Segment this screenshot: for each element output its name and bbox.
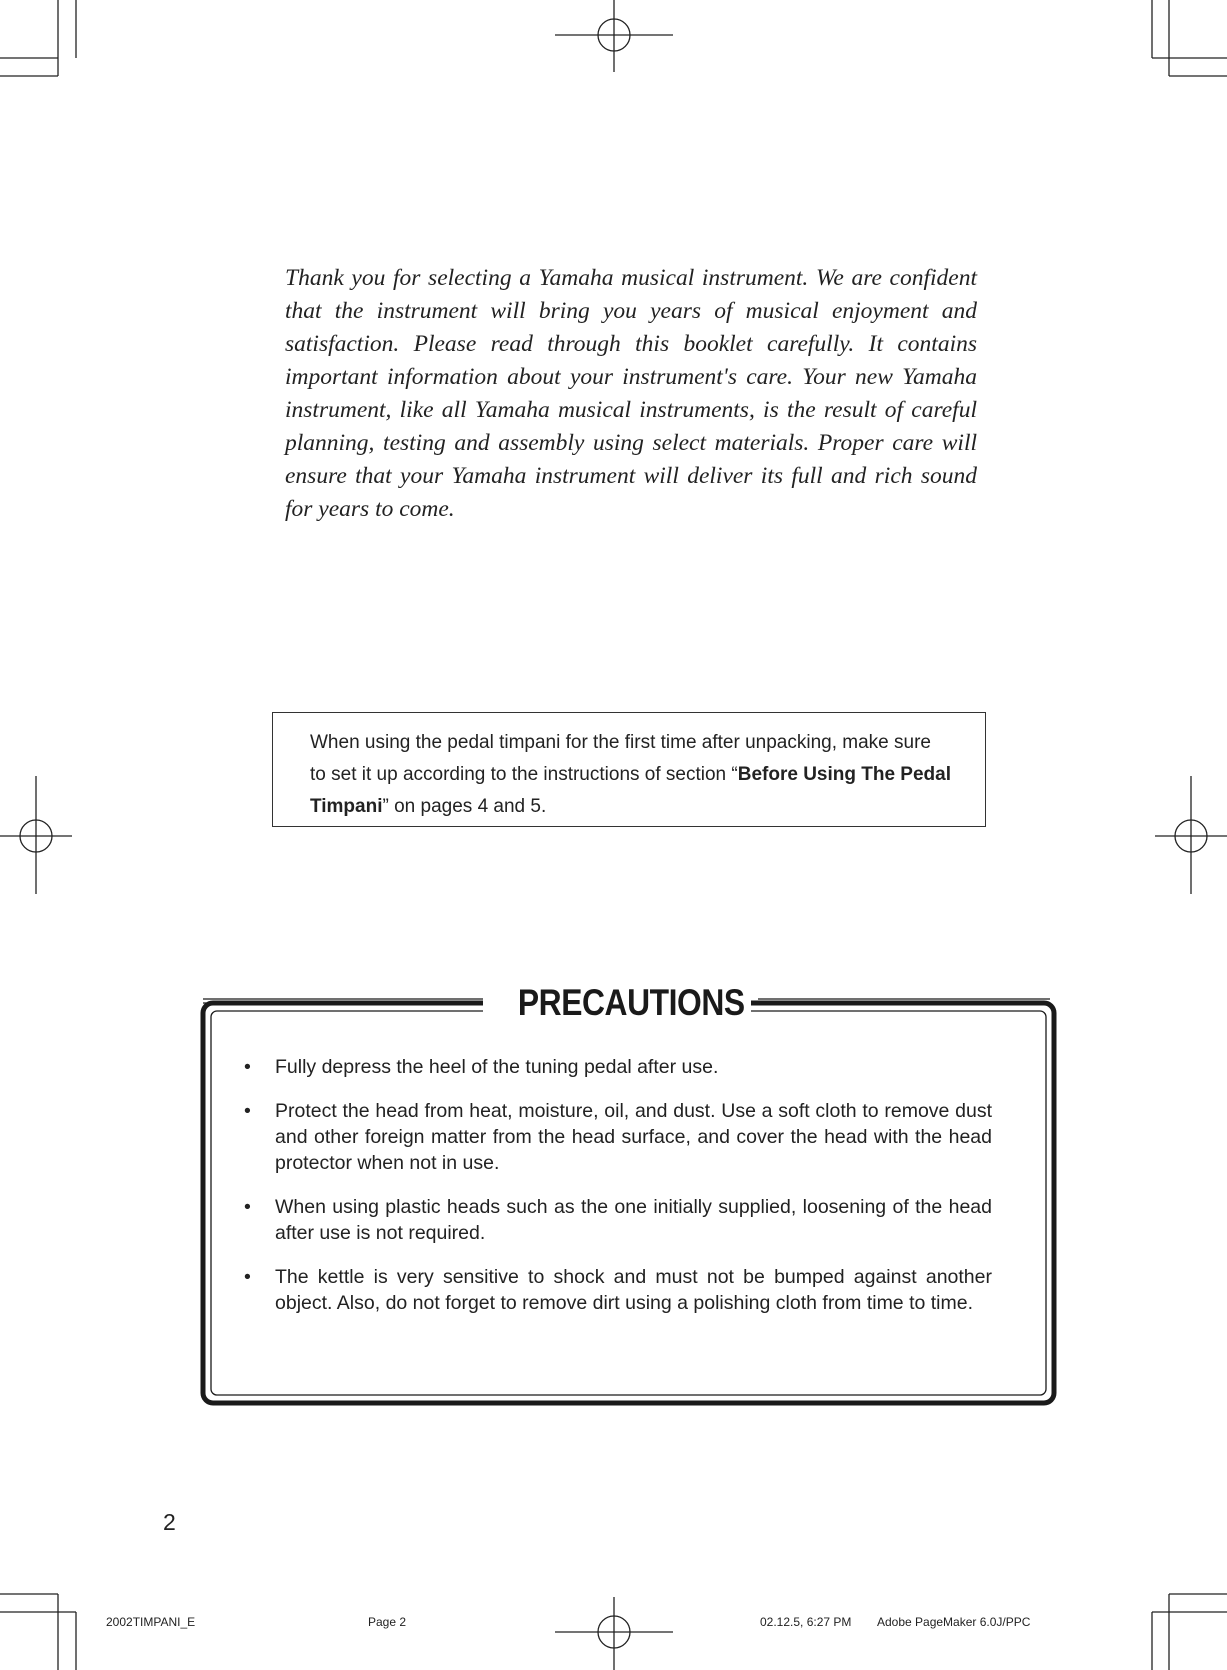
precaution-item [244, 1054, 992, 1080]
precaution-item [244, 1264, 992, 1316]
slug-file-name: 2002TIMPANI_E [106, 1615, 196, 1629]
slug-page: Page 2 [368, 1615, 407, 1629]
bullet-icon: • [244, 1196, 251, 1218]
precaution-text: The kettle is very sensitive to shock and must not be bumped against another object. Also, do not forget to remove dirt using a polishing cloth from time to time. [275, 1266, 992, 1314]
page-number: 2 [163, 1509, 176, 1535]
bullet-icon: • [244, 1266, 251, 1288]
notice-section-reference: Before Using The Pedal Timpani [310, 764, 952, 817]
precautions-title: PRECAUTIONS [518, 978, 737, 1028]
slug-date: 02.12.5, 6:27 PM [760, 1615, 852, 1629]
precautions-list [244, 1054, 992, 1334]
precaution-text: When using plastic heads such as the one initially supplied, loosening of the head after use is not required. [275, 1196, 992, 1244]
precaution-text: Protect the head from heat, moisture, oil, and dust. Use a soft cloth to remove dust and other foreign matter from the head surface, and cover the head with the head protector when not in use. [275, 1100, 992, 1174]
precaution-item [244, 1098, 992, 1176]
slug-application: Adobe PageMaker 6.0J/PPC [877, 1615, 1031, 1629]
bullet-icon: • [244, 1100, 251, 1122]
precaution-item [244, 1194, 992, 1246]
bullet-icon: • [244, 1056, 251, 1078]
notice-text-before: When using the pedal timpani for the first time after unpacking, make sure to set it up according to the instructions of section “ [310, 732, 931, 785]
intro-paragraph: Thank you for selecting a Yamaha musical instrument. We are confident that the instrument will bring you years of musical enjoyment and satisfaction. Please read through this booklet carefully. It contains important information about your instrument's care. Your new Yamaha instrument, like all Yamaha musical instruments, is the result of careful planning, testing and assembly using select materials. Proper care will ensure that your Yamaha instrument will deliver its full and rich sound for years to come. [285, 265, 977, 522]
notice-text-after: ” on pages 4 and 5. [382, 796, 547, 817]
precaution-text: Fully depress the heel of the tuning pedal after use. [275, 1056, 719, 1078]
